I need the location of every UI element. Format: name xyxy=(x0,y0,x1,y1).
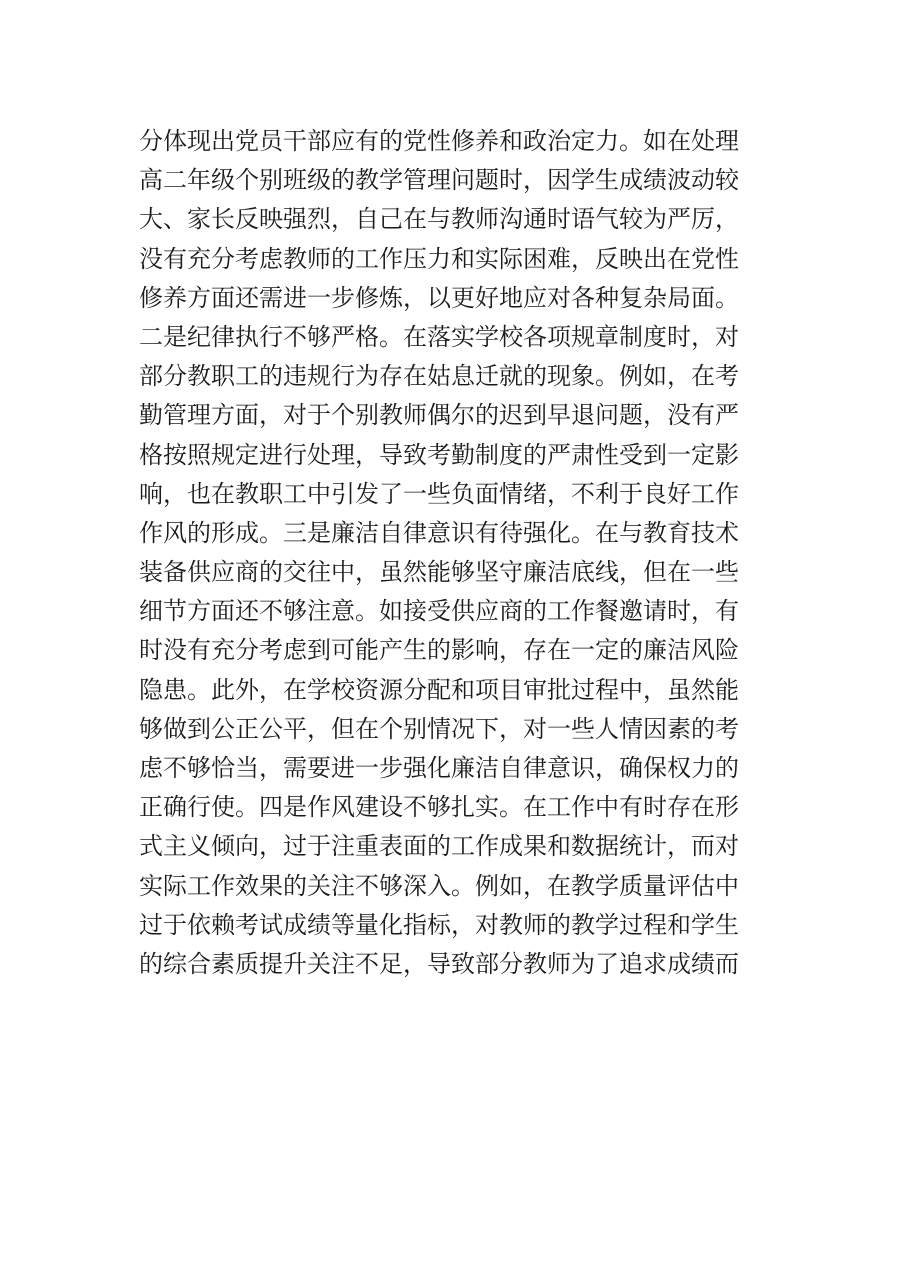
text-line: 大、家长反映强烈，自己在与教师沟通时语气较为严厉， xyxy=(139,205,739,234)
text-line: 部分教职工的违规行为存在姑息迁就的现象。例如，在考 xyxy=(139,362,739,391)
text-line: 二是纪律执行不够严格。在落实学校各项规章制度时，对 xyxy=(139,322,739,351)
text-line: 高二年级个别班级的教学管理问题时，因学生成绩波动较 xyxy=(139,166,739,195)
text-line: 分体现出党员干部应有的党性修养和政治定力。如在处理 xyxy=(139,127,739,155)
text-line: 格按照规定进行处理，导致考勤制度的严肃性受到一定影 xyxy=(139,440,739,469)
text-line: 实际工作效果的关注不够深入。例如，在教学质量评估中 xyxy=(139,871,739,900)
text-line: 够做到公正公平，但在个别情况下，对一些人情因素的考 xyxy=(139,714,739,743)
text-line: 隐患。此外，在学校资源分配和项目审批过程中，虽然能 xyxy=(139,675,739,704)
text-line: 作风的形成。三是廉洁自律意识有待强化。在与教育技术 xyxy=(139,518,739,547)
text-line: 响，也在教职工中引发了一些负面情绪，不利于良好工作 xyxy=(139,479,739,508)
text-line: 正确行使。四是作风建设不够扎实。在工作中有时存在形 xyxy=(139,793,739,822)
text-line: 时没有充分考虑到可能产生的影响，存在一定的廉洁风险 xyxy=(139,636,739,665)
text-line: 装备供应商的交往中，虽然能够坚守廉洁底线，但在一些 xyxy=(139,558,739,587)
text-line: 式主义倾向，过于注重表面的工作成果和数据统计，而对 xyxy=(139,832,739,861)
text-line: 虑不够恰当，需要进一步强化廉洁自律意识，确保权力的 xyxy=(139,754,739,782)
text-line: 细节方面还不够注意。如接受供应商的工作餐邀请时，有 xyxy=(139,597,739,626)
text-line: 勤管理方面，对于个别教师偶尔的迟到早退问题，没有严 xyxy=(139,401,739,430)
text-line: 修养方面还需进一步修炼，以更好地应对各种复杂局面。 xyxy=(139,283,739,312)
text-line: 没有充分考虑教师的工作压力和实际困难，反映出在党性 xyxy=(139,244,739,273)
text-line: 的综合素质提升关注不足，导致部分教师为了追求成绩而 xyxy=(139,949,739,978)
body-text xyxy=(139,122,779,984)
text-line: 过于依赖考试成绩等量化指标，对教师的教学过程和学生 xyxy=(139,910,739,939)
